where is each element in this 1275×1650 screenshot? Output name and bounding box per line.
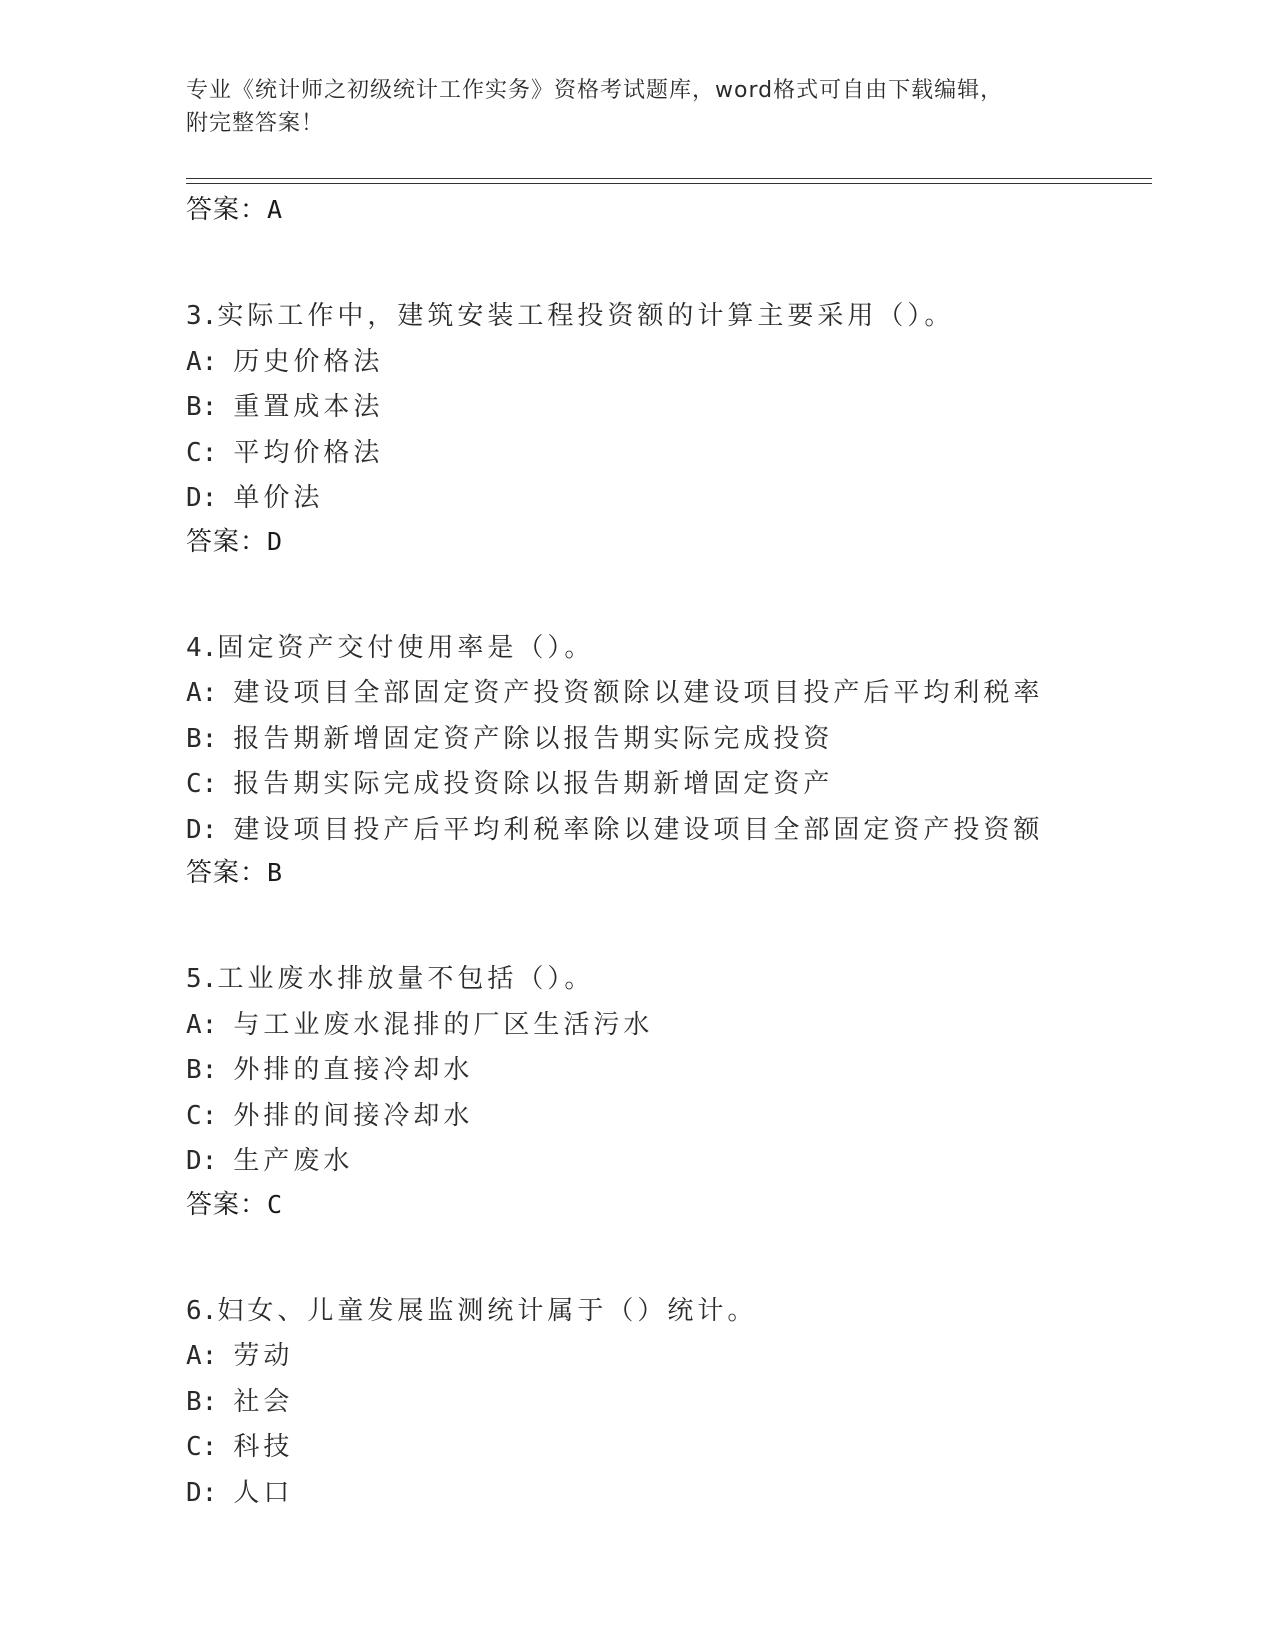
option-b: B: 重置成本法 — [186, 392, 384, 422]
question-stem — [186, 1289, 1146, 1335]
option-c: C: 报告期实际完成投资除以报告期新增固定资产 — [186, 769, 834, 799]
answer-value: D — [267, 526, 284, 556]
answer-label: 答案： — [186, 858, 268, 888]
header-divider-bottom — [186, 183, 1152, 184]
answer-line — [186, 522, 1146, 562]
question-5 — [186, 957, 1146, 1225]
option-a: A: 劳动 — [186, 1341, 294, 1371]
question-number: 5. — [186, 964, 218, 994]
answer-line — [186, 190, 1146, 230]
answer-line — [186, 1185, 1146, 1225]
option-a: A: 与工业废水混排的厂区生活污水 — [186, 1009, 654, 1040]
answer-value: A — [267, 195, 284, 224]
question-text: 实际工作中，建筑安装工程投资额的计算主要采用（）。 — [217, 301, 955, 331]
option-b: B: 社会 — [186, 1386, 294, 1417]
question-text: 固定资产交付使用率是（）。 — [217, 632, 595, 663]
header-line-1: 专业《统计师之初级统计工作实务》资格考试题库，word格式可自由下载编辑， — [186, 78, 1004, 103]
answer-label: 答案： — [186, 1189, 268, 1220]
question-number: 6. — [186, 1295, 218, 1326]
option-b: B: 报告期新增固定资产除以报告期实际完成投资 — [186, 723, 834, 754]
question-4 — [186, 626, 1146, 894]
question-stem — [186, 294, 1146, 340]
option-c: C: 科技 — [186, 1432, 294, 1462]
option-a: A: 历史价格法 — [186, 346, 384, 377]
answer-line — [186, 853, 1146, 893]
option-d: D: 生产废水 — [186, 1146, 354, 1176]
option-c: C: 外排的间接冷却水 — [186, 1100, 474, 1131]
header-line-2: 附完整答案！ — [186, 111, 325, 136]
question-text: 妇女、儿童发展监测统计属于（）统计。 — [217, 1295, 758, 1326]
answer-value: C — [267, 1189, 284, 1219]
question-6 — [186, 1289, 1146, 1517]
answer-label: 答案： — [186, 195, 268, 225]
document-header — [186, 74, 1086, 140]
question-list — [186, 190, 1146, 1516]
question-stem — [186, 626, 1146, 672]
header-divider-top — [186, 178, 1152, 179]
question-3 — [186, 294, 1146, 562]
question-text: 工业废水排放量不包括（）。 — [217, 964, 595, 994]
option-d: D: 人口 — [186, 1477, 294, 1508]
option-d: D: 单价法 — [186, 483, 324, 513]
option-d: D: 建设项目投产后平均利税率除以建设项目全部固定资产投资额 — [186, 814, 1044, 845]
answer-value: B — [267, 858, 284, 887]
option-c: C: 平均价格法 — [186, 437, 384, 468]
answer-label: 答案： — [186, 526, 268, 557]
option-b: B: 外排的直接冷却水 — [186, 1055, 474, 1085]
question-number: 3. — [186, 301, 218, 331]
question-stem — [186, 957, 1146, 1003]
option-a: A: 建设项目全部固定资产投资额除以建设项目投产后平均利税率 — [186, 678, 1044, 708]
question-number: 4. — [186, 632, 218, 663]
